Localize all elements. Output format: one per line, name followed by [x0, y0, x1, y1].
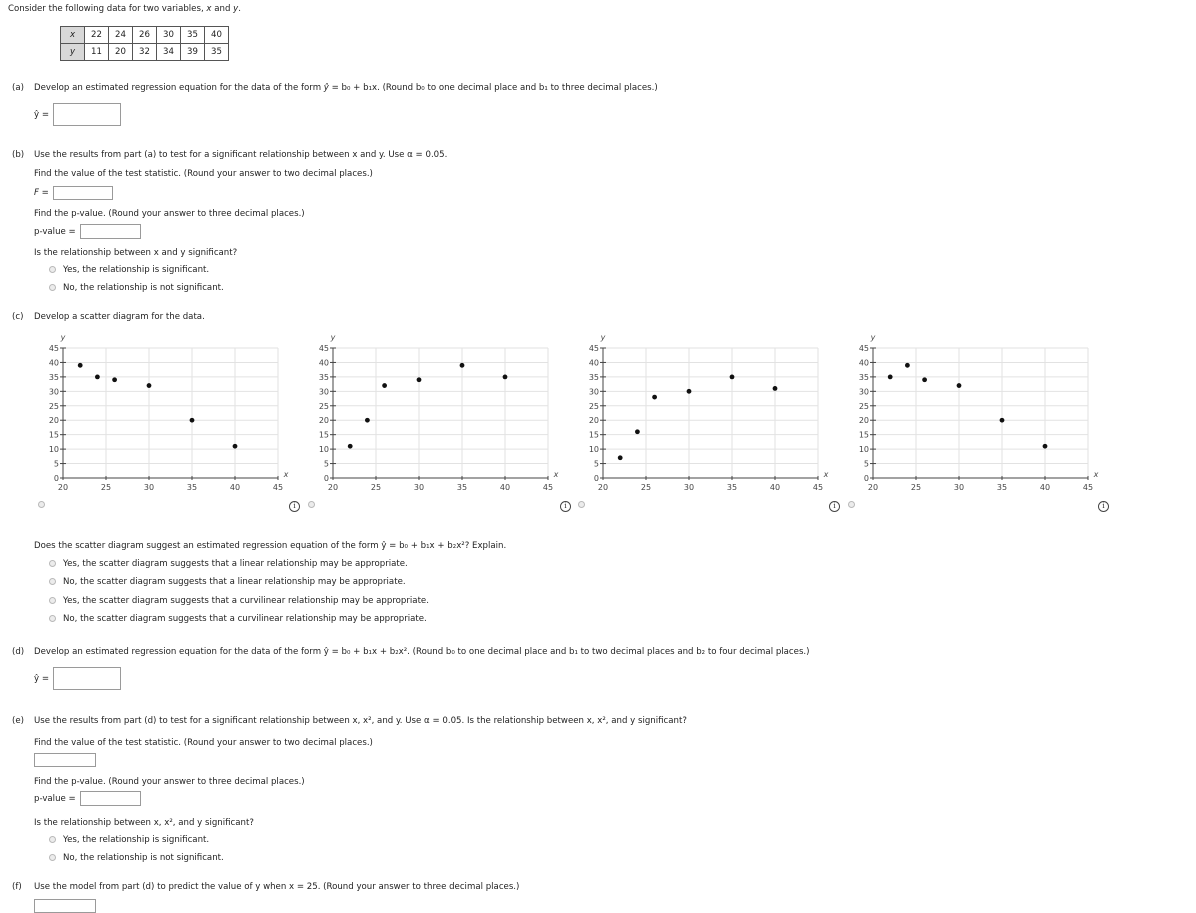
part-e-p-prompt: Find the p-value. (Round your answer to three decimal places.) — [34, 777, 305, 787]
part-b-p-prompt: Find the p-value. (Round your answer to three decimal places.) — [34, 209, 305, 219]
part-c-radio-1[interactable] — [49, 560, 56, 567]
x-tick-label: 25 — [100, 483, 112, 492]
y-tick-label: 10 — [858, 445, 869, 455]
data-point — [417, 377, 422, 382]
y-axis-label: y — [60, 333, 66, 342]
y-tick-label: 40 — [858, 358, 869, 368]
x-tick-label: 20 — [327, 483, 339, 492]
data-point — [957, 383, 962, 388]
y-tick-label: 20 — [318, 416, 329, 426]
scatter-choice-radio-1[interactable] — [38, 501, 45, 508]
x-axis-label: x — [823, 470, 829, 479]
info-icon[interactable]: i — [1098, 501, 1109, 512]
part-c-radio-2[interactable] — [49, 578, 56, 585]
x-tick-label: 20 — [597, 483, 609, 492]
y-tick-label: 35 — [318, 372, 329, 382]
part-e-letter: (e) — [12, 716, 24, 726]
x-tick-label: 40 — [229, 483, 241, 492]
part-a-answer-input[interactable] — [53, 103, 121, 126]
x-axis-label: x — [553, 470, 559, 479]
y-tick-label: 45 — [588, 344, 599, 353]
table-cell: 30 — [157, 27, 181, 44]
x-axis-label: x — [283, 470, 289, 479]
part-c-option-4: No, the scatter diagram suggests that a curvilinear relationship may be appropriate. — [63, 614, 427, 624]
table-cell: 22 — [85, 27, 109, 44]
x-tick-label: 35 — [456, 483, 468, 492]
x-tick-label: 40 — [499, 483, 511, 492]
table-cell: 40 — [205, 27, 229, 44]
y-tick-label: 10 — [318, 445, 329, 455]
x-axis-label: x — [1093, 470, 1099, 479]
y-tick-label: 25 — [588, 401, 599, 411]
y-tick-label: 0 — [53, 474, 59, 483]
part-b-radio-yes[interactable] — [49, 266, 56, 273]
y-tick-label: 5 — [593, 459, 599, 469]
info-icon[interactable]: i — [829, 501, 840, 512]
part-c-followup-question: Does the scatter diagram suggest an estimated regression equation of the form ŷ = b₀ + b₁x + b₂x²? Explain. — [34, 541, 507, 551]
y-tick-label: 20 — [48, 416, 59, 426]
x-tick-label: 25 — [910, 483, 922, 492]
y-axis-label: y — [870, 333, 876, 342]
data-point — [382, 383, 387, 388]
part-b-p-input[interactable] — [80, 224, 141, 239]
x-tick-label: 20 — [867, 483, 879, 492]
y-tick-label: 25 — [48, 401, 59, 411]
part-e-p-label: p-value = — [34, 794, 76, 804]
data-point — [618, 455, 623, 460]
x-tick-label: 45 — [812, 483, 824, 492]
y-tick-label: 10 — [48, 445, 59, 455]
part-e-question: Use the results from part (d) to test for a significant relationship between x, x², and y. Use α = 0.05. Is the relationship between x, x², and y significant? — [34, 716, 687, 726]
part-f-answer-input[interactable] — [34, 899, 96, 913]
data-point — [905, 363, 910, 368]
table-cell: 35 — [205, 44, 229, 61]
y-tick-label: 10 — [588, 445, 599, 455]
x-tick-label: 45 — [272, 483, 284, 492]
y-tick-label: 0 — [323, 474, 329, 483]
part-e-radio-no[interactable] — [49, 854, 56, 861]
y-tick-label: 15 — [588, 430, 599, 440]
data-point — [730, 374, 735, 379]
part-b-f-prompt: Find the value of the test statistic. (Round your answer to two decimal places.) — [34, 169, 373, 179]
data-point — [922, 377, 927, 382]
data-point — [112, 377, 117, 382]
part-f-question: Use the model from part (d) to predict the value of y when x = 25. (Round your answer to three decimal places.) — [34, 882, 520, 892]
table-cell: 32 — [133, 44, 157, 61]
part-b-option-yes: Yes, the relationship is significant. — [63, 265, 210, 275]
part-d-letter: (d) — [12, 647, 25, 657]
x-tick-label: 40 — [769, 483, 781, 492]
table-cell: 24 — [109, 27, 133, 44]
data-point — [888, 374, 893, 379]
y-tick-label: 30 — [48, 387, 59, 397]
y-tick-label: 15 — [318, 430, 329, 440]
scatter-plot-2 — [300, 330, 560, 492]
y-tick-label: 20 — [588, 416, 599, 426]
x-tick-label: 30 — [683, 483, 695, 492]
data-table — [60, 26, 229, 61]
y-tick-label: 15 — [858, 430, 869, 440]
part-c-letter: (c) — [12, 312, 24, 322]
part-e-option-yes: Yes, the relationship is significant. — [63, 835, 210, 845]
x-tick-label: 35 — [186, 483, 198, 492]
y-tick-label: 35 — [48, 372, 59, 382]
data-point — [1000, 418, 1005, 423]
x-tick-label: 45 — [542, 483, 554, 492]
table-cell: 20 — [109, 44, 133, 61]
part-e-option-no: No, the relationship is not significant. — [63, 853, 224, 863]
data-point — [365, 418, 370, 423]
data-point — [687, 389, 692, 394]
x-tick-label: 20 — [57, 483, 69, 492]
part-a-letter: (a) — [12, 83, 24, 93]
data-point — [652, 395, 657, 400]
part-a-question: Develop an estimated regression equation for the data of the form ŷ = b₀ + b₁x. (Round b₀ to one decimal place and b₁ to three decimal places.) — [34, 83, 658, 93]
data-point — [78, 363, 83, 368]
y-tick-label: 40 — [318, 358, 329, 368]
part-c-option-1: Yes, the scatter diagram suggests that a linear relationship may be appropriate. — [63, 559, 408, 569]
table-cell: 11 — [85, 44, 109, 61]
table-row-x — [61, 27, 229, 44]
scatter-choice-radio-3[interactable] — [578, 501, 585, 508]
data-point — [348, 444, 353, 449]
data-point — [635, 429, 640, 434]
y-tick-label: 30 — [858, 387, 869, 397]
table-cell: 35 — [181, 27, 205, 44]
table-cell: 34 — [157, 44, 181, 61]
part-d-answer-label: ŷ = — [34, 674, 50, 684]
x-tick-label: 30 — [143, 483, 155, 492]
intro-text: Consider the following data for two variables, x and y. — [8, 4, 241, 14]
part-e-p-input[interactable] — [80, 791, 141, 806]
part-d-answer-input[interactable] — [53, 667, 121, 690]
y-tick-label: 0 — [593, 474, 599, 483]
y-tick-label: 5 — [863, 459, 869, 469]
part-b-p-label: p-value = — [34, 227, 76, 237]
data-point — [773, 386, 778, 391]
y-tick-label: 15 — [48, 430, 59, 440]
part-e-radio-yes[interactable] — [49, 836, 56, 843]
x-tick-label: 25 — [370, 483, 382, 492]
scatter-plot-3 — [570, 330, 830, 492]
y-tick-label: 35 — [588, 372, 599, 382]
x-tick-label: 35 — [726, 483, 738, 492]
part-b-f-label: F = — [34, 188, 49, 198]
table-cell: 39 — [181, 44, 205, 61]
part-a-answer-label: ŷ = — [34, 110, 50, 120]
y-tick-label: 20 — [858, 416, 869, 426]
part-c-option-3: Yes, the scatter diagram suggests that a curvilinear relationship may be appropriate. — [63, 596, 429, 606]
data-point — [190, 418, 195, 423]
y-tick-label: 0 — [863, 474, 869, 483]
x-tick-label: 40 — [1039, 483, 1051, 492]
scatter-plot-4 — [840, 330, 1100, 492]
info-icon[interactable]: i — [560, 501, 571, 512]
y-tick-label: 45 — [318, 344, 329, 353]
part-c-radio-3[interactable] — [49, 597, 56, 604]
part-b-question: Use the results from part (a) to test for a significant relationship between x and y. Use α = 0.05. — [34, 150, 448, 160]
part-e-f-prompt: Find the value of the test statistic. (Round your answer to two decimal places.) — [34, 738, 373, 748]
x-tick-label: 25 — [640, 483, 652, 492]
y-tick-label: 25 — [858, 401, 869, 411]
y-axis-label: y — [600, 333, 606, 342]
part-b-f-input[interactable] — [53, 186, 113, 200]
table-header-y: y — [61, 44, 85, 61]
y-tick-label: 5 — [323, 459, 329, 469]
x-tick-label: 45 — [1082, 483, 1094, 492]
y-tick-label: 30 — [588, 387, 599, 397]
part-f-letter: (f) — [12, 882, 22, 892]
data-point — [95, 374, 100, 379]
data-point — [1043, 444, 1048, 449]
part-e-f-input[interactable] — [34, 753, 96, 767]
data-point — [503, 374, 508, 379]
scatter-choice-radio-4[interactable] — [848, 501, 855, 508]
y-tick-label: 35 — [858, 372, 869, 382]
info-icon[interactable]: i — [289, 501, 300, 512]
y-tick-label: 45 — [48, 344, 59, 353]
y-tick-label: 25 — [318, 401, 329, 411]
y-tick-label: 40 — [588, 358, 599, 368]
part-d-question: Develop an estimated regression equation for the data of the form ŷ = b₀ + b₁x + b₂x². (Round b₀ to one decimal place and b₁ to two decimal places and b₂ to four decimal places.) — [34, 647, 810, 657]
table-header-x: x — [61, 27, 85, 44]
y-tick-label: 5 — [53, 459, 59, 469]
y-tick-label: 30 — [318, 387, 329, 397]
table-row-y — [61, 44, 229, 61]
y-axis-label: y — [330, 333, 336, 342]
part-b-sig-question: Is the relationship between x and y significant? — [34, 248, 238, 258]
part-c-option-2: No, the scatter diagram suggests that a linear relationship may be appropriate. — [63, 577, 406, 587]
data-point — [460, 363, 465, 368]
scatter-plot-1 — [30, 330, 290, 492]
x-tick-label: 30 — [413, 483, 425, 492]
table-cell: 26 — [133, 27, 157, 44]
part-b-option-no: No, the relationship is not significant. — [63, 283, 224, 293]
y-tick-label: 40 — [48, 358, 59, 368]
scatter-choice-radio-2[interactable] — [308, 501, 315, 508]
part-b-letter: (b) — [12, 150, 25, 160]
part-c-question: Develop a scatter diagram for the data. — [34, 312, 205, 322]
x-tick-label: 35 — [996, 483, 1008, 492]
y-tick-label: 45 — [858, 344, 869, 353]
data-point — [147, 383, 152, 388]
x-tick-label: 30 — [953, 483, 965, 492]
part-c-radio-4[interactable] — [49, 615, 56, 622]
part-e-sig-question: Is the relationship between x, x², and y significant? — [34, 818, 254, 828]
data-point — [233, 444, 238, 449]
part-b-radio-no[interactable] — [49, 284, 56, 291]
